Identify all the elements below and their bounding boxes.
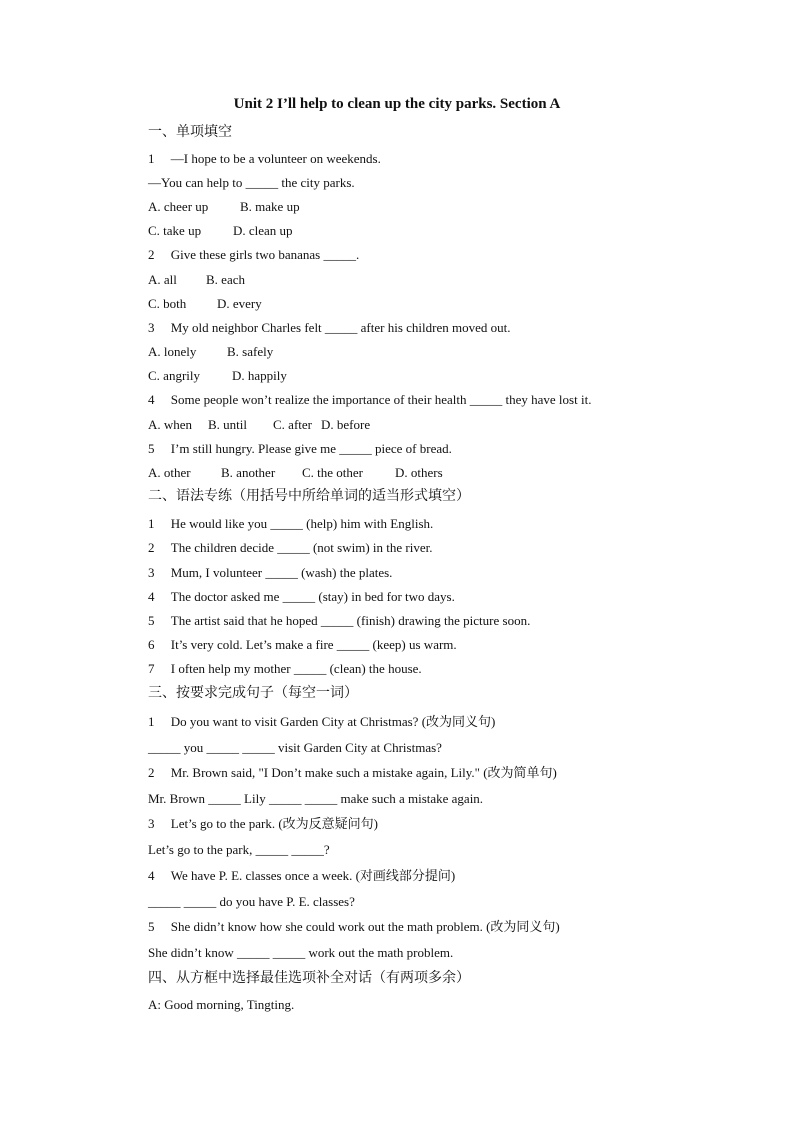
- rewrite-answer: _____ _____ do you have P. E. classes?: [148, 894, 355, 909]
- q3-option-c: C. angrily: [148, 368, 200, 383]
- q1-option-c: C. take up: [148, 223, 202, 238]
- section-1-heading: 一、单项填空: [148, 125, 232, 140]
- q1-stem: 1 —I hope to be a volunteer on weekends.: [148, 151, 381, 166]
- q5-option-d: D. others: [395, 465, 443, 480]
- q4-option-d: D. before: [321, 417, 371, 432]
- q1-option-d: D. clean up: [233, 223, 293, 238]
- rewrite-question: 4 We have P. E. classes once a week. (对画线部分提问): [148, 868, 456, 883]
- rewrite-answer: She didn’t know _____ _____ work out the math problem.: [148, 945, 454, 960]
- rewrite-question: 1 Do you want to visit Garden City at Christmas? (改为同义句): [148, 714, 496, 729]
- q5-option-a: A. other: [148, 465, 191, 480]
- grammar-item: 2 The children decide _____ (not swim) in the river.: [148, 540, 433, 555]
- rewrite-question: 2 Mr. Brown said, "I Don’t make such a mistake again, Lily." (改为简单句): [148, 765, 557, 780]
- q5-stem: 5 I’m still hungry. Please give me _____ piece of bread.: [148, 441, 452, 456]
- grammar-item: 5 The artist said that he hoped _____ (finish) drawing the picture soon.: [148, 613, 531, 628]
- q1-stem-line2: —You can help to _____ the city parks.: [148, 175, 355, 190]
- q1-option-a: A. cheer up: [148, 199, 209, 214]
- document-title: Unit 2 I’ll help to clean up the city parks. Section A: [233, 96, 561, 112]
- q2-option-a: A. all: [148, 272, 177, 287]
- q5-option-c: C. the other: [302, 465, 364, 480]
- dialogue-line: A: Good morning, Tingting.: [148, 997, 295, 1012]
- q1-option-b: B. make up: [240, 199, 300, 214]
- grammar-item: 4 The doctor asked me _____ (stay) in bed for two days.: [148, 589, 455, 604]
- q3-option-d: D. happily: [232, 368, 287, 383]
- rewrite-answer: _____ you _____ _____ visit Garden City at Christmas?: [148, 740, 442, 755]
- q4-stem: 4 Some people won’t realize the importance of their health _____ they have lost it.: [148, 392, 592, 407]
- q4-option-b: B. until: [208, 417, 248, 432]
- q4-option-a: A. when: [148, 417, 193, 432]
- rewrite-question: 3 Let’s go to the park. (改为反意疑问句): [148, 816, 378, 831]
- q2-stem: 2 Give these girls two bananas _____.: [148, 247, 360, 262]
- q4-option-c: C. after: [273, 417, 312, 432]
- q3-option-a: A. lonely: [148, 344, 197, 359]
- grammar-item: 7 I often help my mother _____ (clean) the house.: [148, 661, 422, 676]
- grammar-item: 1 He would like you _____ (help) him with English.: [148, 516, 434, 531]
- q3-option-b: B. safely: [227, 344, 274, 359]
- q2-option-c: C. both: [148, 296, 187, 311]
- grammar-item: 6 It’s very cold. Let’s make a fire _____ (keep) us warm.: [148, 637, 457, 652]
- q2-option-b: B. each: [206, 272, 245, 287]
- q2-option-d: D. every: [217, 296, 262, 311]
- section-3-heading: 三、按要求完成句子（每空一词）: [148, 686, 358, 701]
- q5-option-b: B. another: [221, 465, 276, 480]
- section-2-heading: 二、语法专练（用括号中所给单词的适当形式填空）: [148, 489, 470, 504]
- rewrite-question: 5 She didn’t know how she could work out the math problem. (改为同义句): [148, 919, 560, 934]
- rewrite-answer: Mr. Brown _____ Lily _____ _____ make such a mistake again.: [148, 791, 484, 806]
- grammar-item: 3 Mum, I volunteer _____ (wash) the plates.: [148, 565, 393, 580]
- section-4-heading: 四、从方框中选择最佳选项补全对话（有两项多余）: [148, 971, 470, 986]
- rewrite-answer: Let’s go to the park, _____ _____?: [148, 842, 330, 857]
- q3-stem: 3 My old neighbor Charles felt _____ after his children moved out.: [148, 320, 511, 335]
